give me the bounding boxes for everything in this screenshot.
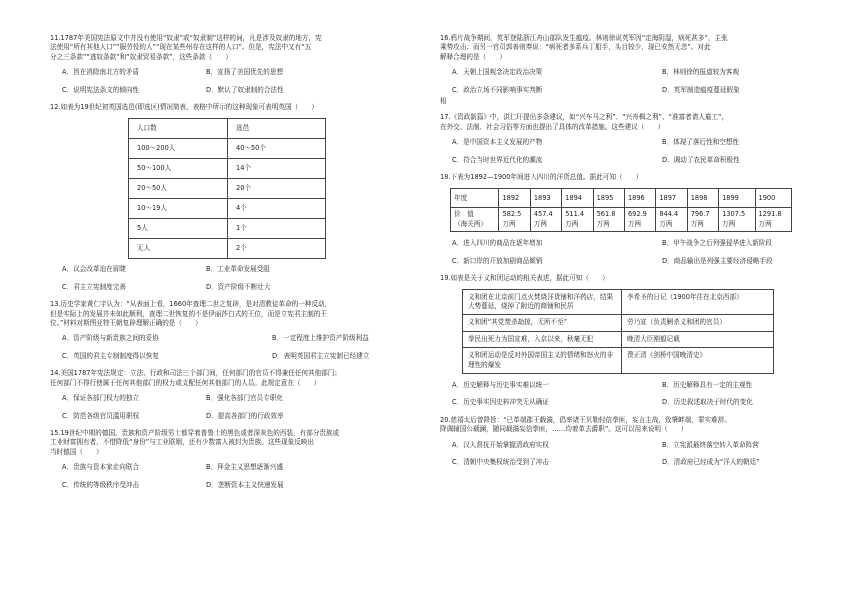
- table-cell: 100～200人: [129, 139, 228, 159]
- option-b: B．工业革命发展受阻: [206, 265, 270, 274]
- option-d: D．清政府已经成为“洋人的朝廷”: [662, 457, 760, 466]
- table-year-cell: 1897: [656, 189, 687, 208]
- table-cell: 李希圣的日记（1900年住在北京西部）: [622, 289, 774, 315]
- boxer-movement-table: [462, 289, 774, 374]
- option-b: B．林则徐的报道较为客观: [662, 68, 740, 77]
- question-stem-line: 20.慈禧太后曾降旨：“已革端郡王载漪，倡率诸王贝勒轻信拳匪，妄言主战，致肇衅端，罪实难辞。: [440, 415, 731, 424]
- option-a: A．旨在消除南北方的矛盾: [62, 68, 140, 77]
- value-unit: 万两: [502, 219, 516, 228]
- value-unit: 万两: [596, 219, 610, 228]
- option-a: A．贵族与资本家走向联合: [62, 463, 140, 472]
- question-19: [440, 274, 808, 408]
- question-stem-line: 分之三条款”“逃奴条款”和“奴隶贸易条款”，这些条款（ ）: [50, 52, 232, 61]
- option-b: B．一定程度上维护资产阶级利益: [272, 334, 369, 343]
- table-cell: 10～19人: [129, 199, 228, 219]
- question-stem-line: 当时德国（ ）: [50, 447, 103, 456]
- option-c: C．历史事实因史料冲突无从确证: [452, 398, 549, 407]
- table-cell: 20～50人: [129, 179, 228, 199]
- option-a: A．进入四川的商品在逐年增加: [452, 239, 543, 248]
- option-a: A．天朝上国观念决定政治决策: [452, 68, 543, 77]
- value-label: 价 值: [454, 210, 474, 219]
- question-18: [440, 173, 808, 266]
- option-a: A．汉人督抚开始掌握清政府实权: [452, 440, 549, 449]
- option-b: B．宣扬了美国优先的思想: [206, 68, 284, 77]
- table-year-cell: 1894: [562, 189, 593, 208]
- option-b: B．拜金主义思想逐渐兴盛: [206, 463, 284, 472]
- option-c: C．传统的等级秩序受冲击: [62, 480, 140, 489]
- option-c: C．新口岸的开放加剧商品倾销: [452, 256, 543, 265]
- table-value-cell: [687, 208, 718, 232]
- table-value-cell: [755, 208, 791, 232]
- table-cell: 4个: [228, 199, 326, 219]
- table-year-cell: 1898: [687, 189, 718, 208]
- table-cell: 费正清《剑桥中国晚清史》: [622, 348, 774, 374]
- option-a: A．议会改革迫在眉睫: [62, 265, 126, 274]
- table-value-cell: [656, 208, 687, 232]
- table-cell: 50～100人: [129, 159, 228, 179]
- question-stem-line: 14.美国1787年宪法规定：立法、行政和司法三个部门间，任何部门的官员不得兼任任何其他部门；: [50, 369, 342, 378]
- option-a: A．历史解释与历史事实难以统一: [452, 380, 549, 389]
- table-year-cell: 1896: [624, 189, 655, 208]
- value-unit: 万两: [627, 219, 642, 228]
- question-stem-line: 位。”材料对斯图亚特王朝复辟理解正确的是（ ）: [50, 319, 202, 328]
- table-value-cell: [593, 208, 624, 232]
- option-c: C．英国的君主专制制度得以恢复: [62, 351, 159, 360]
- table-cell: 晚清大臣刚毅记载: [622, 331, 774, 347]
- option-b: B．历史解释具有一定的主观性: [662, 380, 753, 389]
- value-number: 1307.5: [722, 210, 746, 219]
- right-column: [440, 34, 808, 475]
- option-b: B．甲午战争之后列强侵华进入新阶段: [662, 239, 773, 248]
- option-c: C．符合当时世界近代化的潮流: [452, 155, 543, 164]
- option-d: D．商品输出是列强主要经济侵略手段: [662, 256, 773, 265]
- table-cell: 5人: [129, 219, 228, 239]
- table-cell: 1个: [228, 219, 326, 239]
- table-year-cell: 1895: [593, 189, 624, 208]
- question-20: [440, 416, 808, 468]
- value-unit: 万两: [722, 219, 736, 228]
- table-cell: 选邑: [228, 119, 326, 139]
- question-stem-line: 任何部门不得行使属于任何其他部门的权力或支配任何其他部门的人员。此规定意在（ ）: [50, 378, 321, 387]
- table-cell: 人口数: [129, 119, 228, 139]
- left-column: [50, 34, 415, 498]
- table-value-cell: [530, 208, 561, 232]
- option-b: B．立宪派最终落空转入革命阵营: [662, 440, 759, 449]
- table-cell: 14个: [228, 159, 326, 179]
- question-stem-line: 17.《资政新篇》中，洪仁玕提出多条建议，如“兴车马之利”、“兴舟楫之利”、“准富者请人雇工”，: [440, 113, 729, 122]
- question-13: [50, 300, 415, 361]
- question-stem-line: 19.如表是关于义和团运动的相关表述，据此可知（ ）: [440, 274, 609, 283]
- question-stem-line: 乘势攻击；而另一官员郭善则奏说：“病死者多系兵丁船手，头目较少，现已安然无恙”。对此: [440, 43, 711, 52]
- value-number: 561.8: [596, 210, 616, 219]
- question-17: [440, 113, 808, 165]
- table-cell: 义和团在北京前门点火焚烧洋货铺和洋药店，结果大势蔓延，烧掉了附近的商铺和民居: [463, 289, 622, 315]
- table-cell: 2个: [228, 239, 326, 259]
- option-b: B．体现了落后性和空想性: [662, 138, 740, 147]
- question-11: [50, 34, 415, 95]
- question-stem-line: 11.1787年美国宪法原文中并没有使用“奴隶”或“奴隶制”这样的词，凡是涉及奴隶的地方，宪: [50, 34, 322, 42]
- question-12: [50, 103, 415, 292]
- question-stem-line: 解释合理的是（ ）: [440, 52, 506, 61]
- option-d: D．英军制造瘟疫蔓延假象: [662, 85, 740, 94]
- table-cell: 义和团运动是反对外国帝国主义的情绪和怒火的非理性的爆发: [463, 348, 622, 374]
- question-16: [440, 34, 808, 106]
- value-number: 692.9: [627, 210, 647, 219]
- table-header-cell: 年度: [451, 189, 499, 208]
- question-15: [50, 429, 415, 490]
- option-wrap-tail: 相: [440, 97, 447, 106]
- option-a: A．是中国资本主义发展的产物: [452, 138, 543, 147]
- value-unit: 万两: [659, 219, 673, 228]
- value-number: 844.4: [659, 210, 679, 219]
- table-value-cell: [562, 208, 593, 232]
- question-stem-line: 法使用“所有其他人口”“服劳役的人”“现在某些州存在这样的人口”。但是，宪法中又有“五: [50, 43, 312, 52]
- option-d: D．默认了奴隶制的合法性: [206, 85, 284, 94]
- question-stem-line: 15.19世纪中期的德国，贵族和资产阶级男士都穿着普鲁士的黑色或者深灰色的西装，有部分贵族或: [50, 428, 340, 437]
- option-c: C．君主立宪制度完善: [62, 282, 126, 291]
- table-cell: 无人: [129, 239, 228, 259]
- question-stem-line: 在外交、法制、社会习俗等方面也提出了具体的改革措施。这些建议（ ）: [440, 122, 665, 131]
- question-stem-line: 降调辅国公载澜，随同载漪妄信拳匪，……均着革去爵职”。这可以用来说明（ ）: [440, 425, 688, 434]
- value-number: 796.7: [690, 210, 710, 219]
- option-c: C．说明宪法条文的倾向性: [62, 85, 140, 94]
- value-number: 457.4: [533, 210, 553, 219]
- table-cell: 拳民出死力为国宣难，入京以来，秋毫无犯: [463, 331, 622, 347]
- table-year-cell: 1893: [530, 189, 561, 208]
- value-unit: 万两: [758, 219, 772, 228]
- table-cell: 40～50个: [228, 139, 326, 159]
- table-value-cell: [719, 208, 755, 232]
- option-d: D．历史叙述取决于时代的变化: [662, 398, 753, 407]
- question-14: [50, 369, 415, 421]
- table-value-cell: [624, 208, 655, 232]
- table-cell: 20个: [228, 179, 326, 199]
- question-stem-line: 18.下表为1892—1900年间进入四川的洋货总值。据此可知（ ）: [440, 173, 643, 182]
- electoral-district-table: [128, 118, 326, 259]
- question-stem-line: 工业财富拥有者，不惜降低“身份”与工业联姻，还有少数富人被封为贵族。这些现象反映出: [50, 438, 314, 447]
- option-a: A．保证各部门权力的独立: [62, 394, 140, 403]
- question-stem-line: 但是实际上的发展并未如此顺利，查理二世恢复的不是伊丽莎白式的王位，而是立宪君主制的王: [50, 309, 327, 318]
- value-number: 511.4: [565, 210, 585, 219]
- value-number: 1291.8: [758, 210, 782, 219]
- table-year-cell: 1899: [719, 189, 755, 208]
- question-stem-line: 13.历史学家黄仁宇认为：“从表面上看，1660年查理二世之复辟，是对清教徒革命的一种反动，: [50, 300, 332, 309]
- table-year-cell: 1900: [755, 189, 791, 208]
- option-c: C．防范各级官员滥用职权: [62, 411, 140, 420]
- option-d: D．资产阶级不断壮大: [206, 282, 271, 291]
- option-c: C．清朝中央集权统治受到了冲击: [452, 457, 549, 466]
- value-unit: 万两: [565, 219, 579, 228]
- imported-goods-table: [450, 188, 792, 232]
- value-unit: 万两: [533, 219, 547, 228]
- value-unit-label: （海关两）: [454, 219, 487, 228]
- option-c: C．政治立场不同影响事实判断: [452, 85, 543, 94]
- option-b: B．强化各部门官员专职化: [206, 394, 284, 403]
- table-year-cell: 1892: [499, 189, 530, 208]
- option-d: D．垄断资本主义快速发展: [206, 480, 284, 489]
- option-d: D．调动了农民革命积极性: [662, 155, 740, 164]
- option-d: D．提高各部门的行政效率: [206, 411, 284, 420]
- question-stem-line: 12.如表为19世纪初英国选邑(即选区)情况简表，表格中所示的这种现象可表明英国（ ）: [50, 103, 318, 112]
- table-header-cell: [451, 208, 499, 232]
- question-stem-line: 16.鸦片战争期间，英军登陆浙江舟山部队发生瘟疫。林则徐说英军因“定海阴湿，病死甚多”，主张: [440, 34, 728, 42]
- table-cell: 劳乃宣（负责剿杀义和团的官员）: [622, 315, 774, 331]
- value-number: 582.5: [502, 210, 522, 219]
- table-cell: 义和团“其党焚杀劫掠，无所不至”: [463, 315, 622, 331]
- value-unit: 万两: [690, 219, 704, 228]
- option-d: D．表明英国君主立宪制已经建立: [272, 351, 370, 360]
- table-value-cell: [499, 208, 530, 232]
- option-a: A．资产阶级与新贵族之间的妥协: [62, 334, 159, 343]
